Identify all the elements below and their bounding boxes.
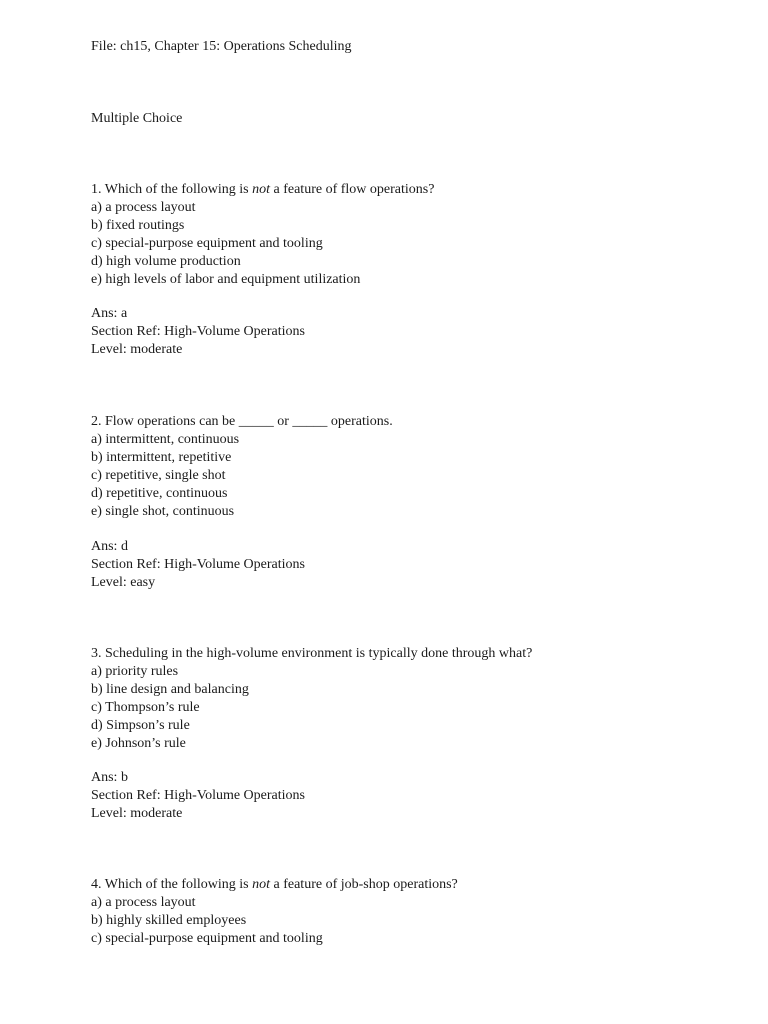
option-e: e) Johnson’s rule [91, 736, 186, 751]
answer: Ans: a [91, 306, 128, 321]
option-c: c) special-purpose equipment and tooling [91, 236, 323, 251]
option-a: a) priority rules [91, 664, 179, 679]
option-c: c) repetitive, single shot [91, 468, 226, 483]
answer: Ans: b [91, 770, 128, 785]
question-3 [91, 645, 532, 753]
question-stem: 4. Which of the following is not a feature of job-shop operations? [91, 877, 458, 892]
option-e: e) high levels of labor and equipment utilization [91, 272, 361, 287]
option-b: b) line design and balancing [91, 682, 249, 697]
question-stem: 3. Scheduling in the high-volume environment is typically done through what? [91, 646, 533, 661]
section-title: Multiple Choice [91, 111, 183, 126]
difficulty-level: Level: easy [91, 575, 156, 590]
answer: Ans: d [91, 539, 128, 554]
option-d: d) high volume production [91, 254, 241, 269]
option-b: b) fixed routings [91, 218, 185, 233]
option-b: b) highly skilled employees [91, 913, 247, 928]
section-ref: Section Ref: High-Volume Operations [91, 557, 305, 572]
answer-meta-3 [91, 769, 305, 823]
option-b: b) intermittent, repetitive [91, 450, 232, 465]
difficulty-level: Level: moderate [91, 806, 183, 821]
question-stem: 1. Which of the following is not a feature of flow operations? [91, 182, 435, 197]
question-1 [91, 181, 434, 289]
file-header: File: ch15, Chapter 15: Operations Scheduling [91, 39, 352, 54]
answer-meta-2 [91, 538, 305, 592]
difficulty-level: Level: moderate [91, 342, 183, 357]
option-a: a) a process layout [91, 200, 196, 215]
option-d: d) repetitive, continuous [91, 486, 228, 501]
option-e: e) single shot, continuous [91, 504, 235, 519]
option-a: a) a process layout [91, 895, 196, 910]
question-stem: 2. Flow operations can be _____ or _____ operations. [91, 414, 393, 429]
option-c: c) special-purpose equipment and tooling [91, 931, 323, 946]
option-d: d) Simpson’s rule [91, 718, 190, 733]
question-2 [91, 413, 393, 521]
emphasis-not: not [252, 182, 270, 197]
answer-meta-1 [91, 305, 305, 359]
question-4 [91, 876, 458, 948]
option-c: c) Thompson’s rule [91, 700, 200, 715]
section-ref: Section Ref: High-Volume Operations [91, 324, 305, 339]
emphasis-not: not [252, 877, 270, 892]
option-a: a) intermittent, continuous [91, 432, 240, 447]
section-ref: Section Ref: High-Volume Operations [91, 788, 305, 803]
